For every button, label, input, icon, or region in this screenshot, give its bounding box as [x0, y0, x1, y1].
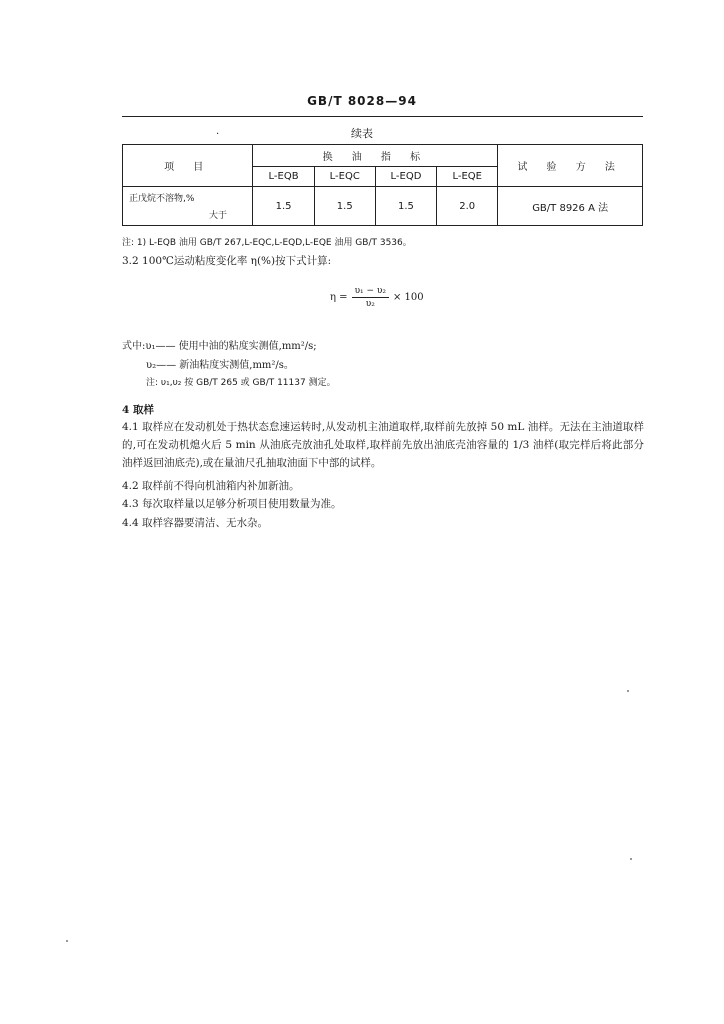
grade-header: L-EQC [314, 167, 375, 187]
item-cell [123, 187, 253, 226]
formula-denominator: υ₂ [365, 299, 375, 309]
scan-speck [630, 858, 632, 860]
paragraph-4-3: 4.3 每次取样量以足够分析项目使用数量为准。 [122, 498, 342, 510]
item-header: 项 目 [164, 162, 212, 173]
page-header: GB/T 8028—94 [307, 94, 417, 108]
formula-where-v1: 式中:υ₁—— 使用中油的粘度实测值,mm²/s; [122, 341, 317, 352]
oil-change-index-table [122, 144, 643, 226]
item-qualifier: 大于 [209, 211, 228, 221]
grade-header: L-EQE [437, 167, 498, 187]
formula-fraction [352, 286, 389, 309]
scan-speck [627, 690, 629, 692]
viscosity-formula [330, 286, 424, 309]
value-cell: 1.5 [253, 187, 314, 226]
grade-header: L-EQD [375, 167, 436, 187]
formula-note: 注: υ₁,υ₂ 按 GB/T 265 或 GB/T 11137 测定。 [146, 378, 336, 388]
method-cell: GB/T 8926 A 法 [498, 187, 643, 226]
grade-header: L-EQB [253, 167, 314, 187]
value-cell: 2.0 [437, 187, 498, 226]
paragraph-4-1: 4.1 取样应在发动机处于热状态怠速运转时,从发动机主油道取样,取样前先放掉 50 mL 油样。无法在主油道取样的,可在发动机熄火后 5 min 从油底壳放油孔处取样,取样前先放出油底壳油容量的 1/3 油样(取完样后将此部分油样返回油底壳),或在量油尺孔抽取油面下中部的试样。 [122, 421, 644, 469]
table-note: 注: 1) L-EQB 油用 GB/T 267,L-EQC,L-EQD,L-EQE 油用 GB/T 3536。 [122, 238, 412, 248]
table-header-row [123, 145, 643, 167]
method-header: 试 验 方 法 [517, 162, 623, 173]
method-header-cell [498, 145, 643, 187]
stray-mark: . [216, 126, 220, 137]
formula-where-v2: υ₂—— 新油粘度实测值,mm²/s。 [146, 360, 294, 371]
paragraph-4-2: 4.2 取样前不得向机油箱内补加新油。 [122, 480, 300, 492]
value-cell: 1.5 [375, 187, 436, 226]
index-header-cell [253, 145, 498, 167]
item-header-cell [123, 145, 253, 187]
table-row [123, 187, 643, 226]
index-header: 换 油 指 标 [322, 152, 429, 163]
table-caption: 续表 [351, 127, 373, 140]
formula-lhs: η = [330, 292, 348, 303]
header-rule [122, 116, 643, 117]
section-4-heading: 4 取样 [122, 404, 154, 416]
item-name: 正戊烷不溶物,% [129, 194, 195, 204]
formula-rhs: × 100 [392, 292, 424, 303]
section-3-2-heading: 3.2 100℃运动粘度变化率 η(%)按下式计算: [122, 255, 332, 267]
value-cell: 1.5 [314, 187, 375, 226]
paragraph-4-4: 4.4 取样容器要清洁、无水杂。 [122, 517, 269, 529]
formula-numerator: υ₁ − υ₂ [352, 286, 389, 298]
scan-speck [66, 940, 68, 942]
